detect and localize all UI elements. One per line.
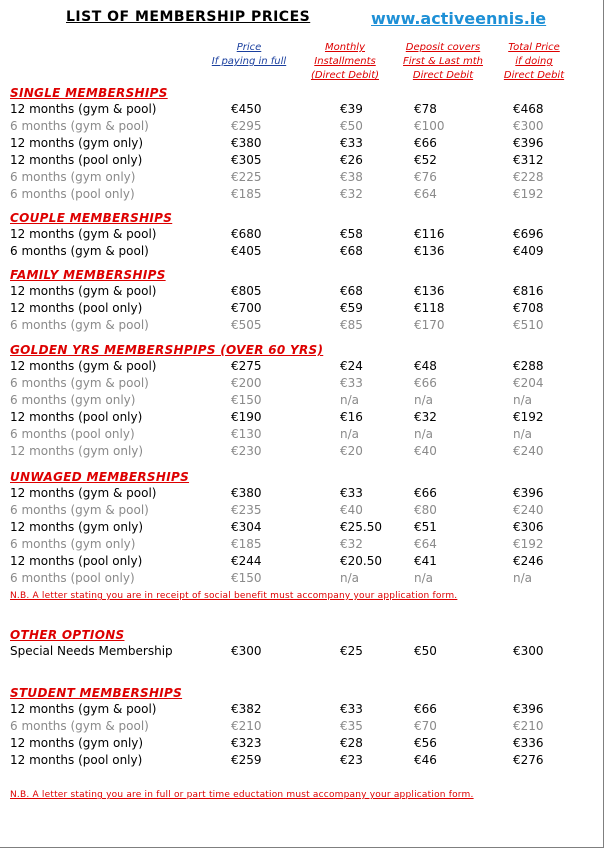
cell-label: 12 months (gym & pool) (10, 284, 157, 298)
cell-total: €300 (513, 644, 544, 658)
cell-label: 6 months (pool only) (10, 427, 135, 441)
cell-price: €380 (231, 486, 262, 500)
cell-monthly: n/a (340, 571, 360, 585)
table-row (10, 644, 590, 661)
cell-deposit: €66 (414, 376, 437, 390)
cell-price: €505 (231, 318, 262, 332)
cell-total: €192 (513, 410, 544, 424)
cell-price: €295 (231, 119, 262, 133)
cell-deposit: €46 (414, 753, 437, 767)
cell-price: €680 (231, 227, 262, 241)
table-row (10, 376, 590, 393)
cell-label: 12 months (pool only) (10, 554, 143, 568)
cell-price: €805 (231, 284, 262, 298)
cell-deposit: €136 (414, 284, 445, 298)
table-row (10, 736, 590, 753)
cell-label: 12 months (gym & pool) (10, 486, 157, 500)
cell-deposit: €66 (414, 702, 437, 716)
cell-monthly: €16 (340, 410, 363, 424)
table-row (10, 410, 590, 427)
cell-price: €244 (231, 554, 262, 568)
cell-monthly: €23 (340, 753, 363, 767)
cell-deposit: €56 (414, 736, 437, 750)
cell-price: €380 (231, 136, 262, 150)
cell-monthly: €50 (340, 119, 363, 133)
cell-label: 12 months (pool only) (10, 301, 143, 315)
cell-total: n/a (513, 393, 533, 407)
cell-total: €708 (513, 301, 544, 315)
cell-total: €816 (513, 284, 544, 298)
table-row (10, 244, 590, 261)
table-row (10, 318, 590, 335)
cell-deposit: €70 (414, 719, 437, 733)
cell-price: €130 (231, 427, 262, 441)
cell-total: €336 (513, 736, 544, 750)
cell-deposit: €52 (414, 153, 437, 167)
table-row (10, 102, 590, 119)
table-row (10, 359, 590, 376)
table-row (10, 227, 590, 244)
cell-deposit: €41 (414, 554, 437, 568)
cell-deposit: €80 (414, 503, 437, 517)
cell-total: €312 (513, 153, 544, 167)
cell-label: Special Needs Membership (10, 644, 173, 658)
cell-price: €450 (231, 102, 262, 116)
cell-deposit: €66 (414, 136, 437, 150)
cell-price: €210 (231, 719, 262, 733)
cell-deposit: €64 (414, 537, 437, 551)
cell-monthly: €58 (340, 227, 363, 241)
page-title: LIST OF MEMBERSHIP PRICES (66, 9, 311, 25)
cell-total: €396 (513, 486, 544, 500)
cell-deposit: €100 (414, 119, 445, 133)
cell-monthly: €39 (340, 102, 363, 116)
section-heading: COUPLE MEMBERSHIPS (10, 211, 173, 225)
cell-price: €230 (231, 444, 262, 458)
cell-label: 12 months (gym & pool) (10, 702, 157, 716)
section-heading: UNWAGED MEMBERSHIPS (10, 470, 190, 484)
cell-price: €323 (231, 736, 262, 750)
cell-label: 12 months (gym & pool) (10, 102, 157, 116)
cell-total: €696 (513, 227, 544, 241)
cell-deposit: €32 (414, 410, 437, 424)
cell-monthly: €32 (340, 187, 363, 201)
cell-label: 12 months (gym only) (10, 736, 144, 750)
cell-total: n/a (513, 427, 533, 441)
cell-monthly: €33 (340, 486, 363, 500)
cell-total: €468 (513, 102, 544, 116)
cell-total: €306 (513, 520, 544, 534)
cell-total: €204 (513, 376, 544, 390)
cell-monthly: €33 (340, 376, 363, 390)
cell-price: €275 (231, 359, 262, 373)
column-header-monthly: Monthly Installments (Direct Debit) (310, 42, 380, 81)
cell-deposit: €116 (414, 227, 445, 241)
cell-label: 12 months (pool only) (10, 410, 143, 424)
table-row (10, 284, 590, 301)
cell-price: €700 (231, 301, 262, 315)
cell-total: €510 (513, 318, 544, 332)
column-header-deposit: Deposit covers First & Last mth Direct Debit (403, 42, 483, 81)
cell-label: 6 months (gym only) (10, 393, 136, 407)
section-heading: OTHER OPTIONS (10, 628, 125, 642)
cell-monthly: €25 (340, 644, 363, 658)
table-row (10, 537, 590, 554)
cell-total: €276 (513, 753, 544, 767)
cell-deposit: €76 (414, 170, 437, 184)
cell-label: 6 months (gym & pool) (10, 119, 149, 133)
cell-price: €185 (231, 537, 262, 551)
cell-total: €192 (513, 187, 544, 201)
table-row (10, 486, 590, 503)
table-row (10, 702, 590, 719)
cell-monthly: n/a (340, 393, 360, 407)
cell-price: €235 (231, 503, 262, 517)
table-row (10, 187, 590, 204)
cell-monthly: €40 (340, 503, 363, 517)
website-link[interactable]: www.activeennis.ie (371, 9, 547, 28)
cell-monthly: n/a (340, 427, 360, 441)
cell-label: 6 months (gym & pool) (10, 244, 149, 258)
cell-total: €409 (513, 244, 544, 258)
cell-label: 12 months (gym & pool) (10, 359, 157, 373)
cell-label: 6 months (gym & pool) (10, 503, 149, 517)
column-header-total: Total Price if doing Direct Debit (503, 42, 565, 81)
cell-total: €246 (513, 554, 544, 568)
cell-monthly: €85 (340, 318, 363, 332)
table-row (10, 719, 590, 736)
cell-label: 6 months (gym & pool) (10, 719, 149, 733)
table-row (10, 170, 590, 187)
cell-price: €305 (231, 153, 262, 167)
student-note: N.B. A letter stating you are in full or part time eductation must accompany your application form. (10, 790, 474, 800)
section-heading: STUDENT MEMBERSHIPS (10, 686, 183, 700)
cell-deposit: €136 (414, 244, 445, 258)
cell-label: 6 months (pool only) (10, 571, 135, 585)
column-header-price: Price If paying in full (211, 42, 287, 67)
cell-total: €210 (513, 719, 544, 733)
cell-deposit: €78 (414, 102, 437, 116)
cell-deposit: €40 (414, 444, 437, 458)
cell-total: €192 (513, 537, 544, 551)
cell-label: 6 months (gym only) (10, 170, 136, 184)
cell-monthly: €20.50 (340, 554, 382, 568)
table-row (10, 520, 590, 537)
cell-label: 12 months (gym only) (10, 444, 144, 458)
cell-total: n/a (513, 571, 533, 585)
cell-deposit: n/a (414, 393, 434, 407)
cell-monthly: €33 (340, 136, 363, 150)
cell-total: €396 (513, 702, 544, 716)
table-row (10, 301, 590, 318)
cell-total: €396 (513, 136, 544, 150)
cell-label: 6 months (gym & pool) (10, 318, 149, 332)
cell-price: €150 (231, 393, 262, 407)
cell-label: 6 months (gym only) (10, 537, 136, 551)
cell-label: 12 months (gym only) (10, 520, 144, 534)
table-row (10, 427, 590, 444)
cell-monthly: €59 (340, 301, 363, 315)
cell-deposit: €66 (414, 486, 437, 500)
table-row (10, 444, 590, 461)
cell-deposit: €64 (414, 187, 437, 201)
cell-monthly: €33 (340, 702, 363, 716)
cell-monthly: €68 (340, 244, 363, 258)
section-heading: FAMILY MEMBERSHIPS (10, 268, 166, 282)
cell-monthly: €38 (340, 170, 363, 184)
cell-total: €240 (513, 444, 544, 458)
cell-price: €225 (231, 170, 262, 184)
cell-label: 12 months (gym only) (10, 136, 144, 150)
cell-price: €185 (231, 187, 262, 201)
cell-label: 12 months (gym & pool) (10, 227, 157, 241)
cell-price: €190 (231, 410, 262, 424)
table-row (10, 571, 590, 588)
cell-label: 6 months (gym & pool) (10, 376, 149, 390)
cell-deposit: €170 (414, 318, 445, 332)
cell-deposit: n/a (414, 571, 434, 585)
table-row (10, 753, 590, 770)
cell-total: €240 (513, 503, 544, 517)
table-row (10, 393, 590, 410)
cell-deposit: €48 (414, 359, 437, 373)
cell-total: €288 (513, 359, 544, 373)
cell-label: 12 months (pool only) (10, 753, 143, 767)
cell-price: €300 (231, 644, 262, 658)
cell-price: €405 (231, 244, 262, 258)
cell-monthly: €26 (340, 153, 363, 167)
cell-deposit: €50 (414, 644, 437, 658)
cell-deposit: €118 (414, 301, 445, 315)
cell-monthly: €68 (340, 284, 363, 298)
cell-monthly: €32 (340, 537, 363, 551)
cell-monthly: €28 (340, 736, 363, 750)
table-row (10, 503, 590, 520)
cell-deposit: n/a (414, 427, 434, 441)
section-heading: SINGLE MEMBERSHIPS (10, 86, 168, 100)
table-row (10, 119, 590, 136)
table-row (10, 153, 590, 170)
cell-price: €150 (231, 571, 262, 585)
cell-monthly: €25.50 (340, 520, 382, 534)
cell-monthly: €24 (340, 359, 363, 373)
unwaged-note: N.B. A letter stating you are in receipt of social benefit must accompany your application form. (10, 591, 458, 601)
cell-price: €382 (231, 702, 262, 716)
cell-monthly: €20 (340, 444, 363, 458)
cell-label: 12 months (pool only) (10, 153, 143, 167)
cell-price: €259 (231, 753, 262, 767)
cell-price: €200 (231, 376, 262, 390)
table-row (10, 136, 590, 153)
cell-deposit: €51 (414, 520, 437, 534)
cell-total: €228 (513, 170, 544, 184)
cell-monthly: €35 (340, 719, 363, 733)
section-heading: GOLDEN YRS MEMBERSHPIPS (OVER 60 YRS) (10, 343, 324, 357)
table-row (10, 554, 590, 571)
cell-price: €304 (231, 520, 262, 534)
cell-label: 6 months (pool only) (10, 187, 135, 201)
cell-total: €300 (513, 119, 544, 133)
